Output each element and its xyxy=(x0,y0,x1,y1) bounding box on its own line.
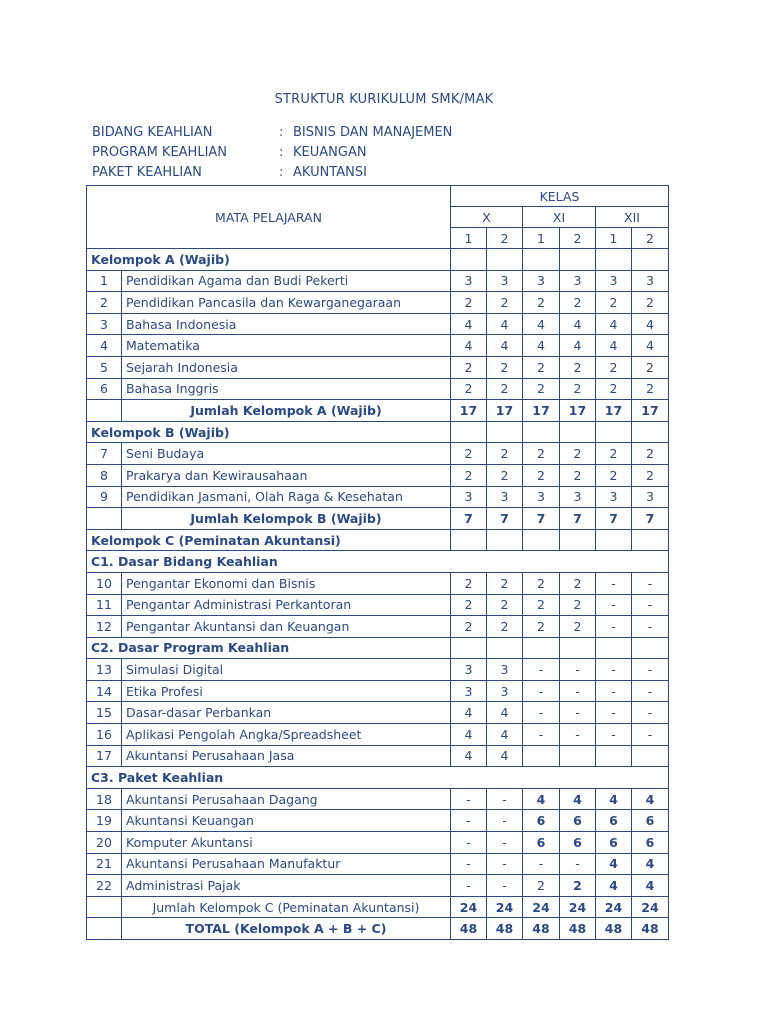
hours-cell: - xyxy=(596,724,632,746)
empty-cell xyxy=(451,529,487,551)
hours-cell: - xyxy=(632,724,669,746)
hours-cell: - xyxy=(523,724,560,746)
subject-name: Pendidikan Agama dan Budi Pekerti xyxy=(122,270,451,292)
hours-cell: 2 xyxy=(632,443,669,465)
hours-cell: 2 xyxy=(523,875,560,897)
total-cell: 24 xyxy=(560,896,596,918)
hours-cell: 6 xyxy=(560,810,596,832)
curriculum-table xyxy=(86,185,669,940)
hours-cell: - xyxy=(523,680,560,702)
empty-cell xyxy=(451,637,487,659)
hours-cell: 3 xyxy=(451,270,487,292)
hours-cell: 2 xyxy=(451,292,487,314)
subject-row xyxy=(87,810,669,832)
meta-colon: : xyxy=(279,164,284,180)
hours-cell: 6 xyxy=(632,810,669,832)
meta-colon: : xyxy=(279,124,284,140)
hours-cell: 2 xyxy=(560,356,596,378)
empty-cell xyxy=(560,637,596,659)
group-label: Kelompok C (Peminatan Akuntansi) xyxy=(87,529,451,551)
header-grade: XI xyxy=(523,207,596,228)
hours-cell: 4 xyxy=(451,313,487,335)
subject-number: 8 xyxy=(87,464,122,486)
subject-number: 1 xyxy=(87,270,122,292)
subject-name: Pendidikan Pancasila dan Kewarganegaraan xyxy=(122,292,451,314)
hours-cell: 2 xyxy=(523,292,560,314)
total-cell: 48 xyxy=(523,918,560,940)
hours-cell: 2 xyxy=(487,616,523,638)
hours-cell: 2 xyxy=(523,356,560,378)
empty-cell xyxy=(87,508,122,530)
empty-cell xyxy=(560,421,596,443)
hours-cell: 2 xyxy=(560,292,596,314)
meta-value: BISNIS DAN MANAJEMEN xyxy=(293,124,453,140)
hours-cell: - xyxy=(560,724,596,746)
subject-row xyxy=(87,356,669,378)
empty-cell xyxy=(87,918,122,940)
hours-cell xyxy=(523,745,560,767)
total-row-b xyxy=(87,508,669,530)
subject-name: Sejarah Indonesia xyxy=(122,356,451,378)
total-cell: 17 xyxy=(451,400,487,422)
empty-cell xyxy=(632,529,669,551)
total-cell: 48 xyxy=(487,918,523,940)
empty-cell xyxy=(596,529,632,551)
hours-cell: 4 xyxy=(632,313,669,335)
hours-cell: 4 xyxy=(560,313,596,335)
hours-cell: 4 xyxy=(523,313,560,335)
subject-row xyxy=(87,292,669,314)
total-cell: 7 xyxy=(596,508,632,530)
total-label: TOTAL (Kelompok A + B + C) xyxy=(122,918,451,940)
hours-cell: 2 xyxy=(451,594,487,616)
subject-name: Simulasi Digital xyxy=(122,659,451,681)
meta-row-paket xyxy=(92,162,452,182)
hours-cell: 4 xyxy=(451,702,487,724)
total-cell: 7 xyxy=(560,508,596,530)
hours-cell: 4 xyxy=(487,335,523,357)
hours-cell: 3 xyxy=(596,486,632,508)
hours-cell: 3 xyxy=(632,486,669,508)
header-semester: 1 xyxy=(523,228,560,249)
subject-name: Pengantar Ekonomi dan Bisnis xyxy=(122,572,451,594)
hours-cell: 4 xyxy=(523,335,560,357)
meta-value: KEUANGAN xyxy=(293,144,367,160)
hours-cell: 2 xyxy=(632,356,669,378)
empty-cell xyxy=(560,249,596,271)
total-cell: 24 xyxy=(596,896,632,918)
hours-cell: 4 xyxy=(596,875,632,897)
subject-number: 22 xyxy=(87,875,122,897)
hours-cell: 2 xyxy=(632,378,669,400)
subject-row xyxy=(87,702,669,724)
hours-cell: 4 xyxy=(632,788,669,810)
hours-cell: 4 xyxy=(632,875,669,897)
hours-cell: 2 xyxy=(451,464,487,486)
hours-cell: - xyxy=(596,702,632,724)
subject-name: Bahasa Inggris xyxy=(122,378,451,400)
hours-cell: - xyxy=(487,788,523,810)
subject-name: Pendidikan Jasmani, Olah Raga & Kesehatan xyxy=(122,486,451,508)
header-row-kelas xyxy=(87,186,669,207)
subject-row xyxy=(87,313,669,335)
empty-cell xyxy=(487,637,523,659)
hours-cell: 4 xyxy=(487,745,523,767)
hours-cell: - xyxy=(523,702,560,724)
subject-number: 19 xyxy=(87,810,122,832)
hours-cell: 2 xyxy=(596,292,632,314)
hours-cell: 3 xyxy=(451,659,487,681)
meta-label: PAKET KEAHLIAN xyxy=(92,164,202,180)
hours-cell: 2 xyxy=(487,356,523,378)
subject-row xyxy=(87,659,669,681)
subject-row xyxy=(87,464,669,486)
subject-name: Akuntansi Perusahaan Manufaktur xyxy=(122,853,451,875)
hours-cell: - xyxy=(451,875,487,897)
hours-cell: 2 xyxy=(451,378,487,400)
subject-name: Administrasi Pajak xyxy=(122,875,451,897)
hours-cell: 3 xyxy=(451,680,487,702)
subgroup-row-c1 xyxy=(87,551,669,573)
meta-row-program xyxy=(92,142,452,162)
group-row-a xyxy=(87,249,669,271)
empty-cell xyxy=(632,421,669,443)
subject-row xyxy=(87,832,669,854)
hours-cell: - xyxy=(632,572,669,594)
group-row-c xyxy=(87,529,669,551)
hours-cell: - xyxy=(632,680,669,702)
hours-cell: 3 xyxy=(487,486,523,508)
subject-number: 12 xyxy=(87,616,122,638)
subject-number: 6 xyxy=(87,378,122,400)
hours-cell: 2 xyxy=(523,378,560,400)
hours-cell: 2 xyxy=(451,616,487,638)
hours-cell: 4 xyxy=(560,335,596,357)
subject-number: 18 xyxy=(87,788,122,810)
empty-cell xyxy=(523,421,560,443)
hours-cell: 4 xyxy=(596,313,632,335)
subject-name: Akuntansi Perusahaan Jasa xyxy=(122,745,451,767)
subject-number: 2 xyxy=(87,292,122,314)
hours-cell: 2 xyxy=(523,616,560,638)
subject-name: Seni Budaya xyxy=(122,443,451,465)
total-cell: 7 xyxy=(632,508,669,530)
total-cell: 48 xyxy=(451,918,487,940)
subject-row xyxy=(87,378,669,400)
subject-number: 16 xyxy=(87,724,122,746)
hours-cell: - xyxy=(451,788,487,810)
empty-cell xyxy=(487,529,523,551)
subject-number: 13 xyxy=(87,659,122,681)
hours-cell: - xyxy=(487,853,523,875)
empty-cell xyxy=(451,249,487,271)
hours-cell: - xyxy=(523,853,560,875)
hours-cell: 2 xyxy=(560,443,596,465)
hours-cell: - xyxy=(451,810,487,832)
total-label: Jumlah Kelompok A (Wajib) xyxy=(122,400,451,422)
hours-cell: - xyxy=(487,875,523,897)
subject-row xyxy=(87,724,669,746)
hours-cell: 4 xyxy=(451,724,487,746)
group-label: Kelompok A (Wajib) xyxy=(87,249,451,271)
total-cell: 24 xyxy=(632,896,669,918)
total-cell: 7 xyxy=(451,508,487,530)
hours-cell: 2 xyxy=(451,443,487,465)
hours-cell: 4 xyxy=(451,335,487,357)
subject-row xyxy=(87,335,669,357)
total-cell: 24 xyxy=(487,896,523,918)
subject-name: Etika Profesi xyxy=(122,680,451,702)
meta-label: PROGRAM KEAHLIAN xyxy=(92,144,228,160)
hours-cell: 3 xyxy=(523,270,560,292)
header-kelas: KELAS xyxy=(451,186,669,207)
total-cell: 24 xyxy=(451,896,487,918)
hours-cell: - xyxy=(632,594,669,616)
total-cell: 17 xyxy=(487,400,523,422)
subject-number: 14 xyxy=(87,680,122,702)
hours-cell: - xyxy=(632,702,669,724)
subject-number: 20 xyxy=(87,832,122,854)
hours-cell: 2 xyxy=(596,356,632,378)
hours-cell: 4 xyxy=(632,335,669,357)
empty-cell xyxy=(632,637,669,659)
hours-cell: 4 xyxy=(596,335,632,357)
hours-cell: - xyxy=(596,659,632,681)
subject-row xyxy=(87,853,669,875)
hours-cell: 2 xyxy=(451,356,487,378)
header-semester: 2 xyxy=(560,228,596,249)
subject-name: Akuntansi Keuangan xyxy=(122,810,451,832)
hours-cell: 2 xyxy=(451,572,487,594)
subject-row xyxy=(87,788,669,810)
hours-cell: 4 xyxy=(487,724,523,746)
subject-name: Aplikasi Pengolah Angka/Spreadsheet xyxy=(122,724,451,746)
total-cell: 48 xyxy=(560,918,596,940)
empty-cell xyxy=(487,249,523,271)
total-cell: 17 xyxy=(560,400,596,422)
subject-name: Prakarya dan Kewirausahaan xyxy=(122,464,451,486)
hours-cell: 2 xyxy=(487,292,523,314)
subject-name: Matematika xyxy=(122,335,451,357)
hours-cell: 2 xyxy=(632,292,669,314)
table-body xyxy=(87,186,669,940)
subject-number: 17 xyxy=(87,745,122,767)
hours-cell: 4 xyxy=(451,745,487,767)
empty-cell xyxy=(451,421,487,443)
hours-cell: 6 xyxy=(596,832,632,854)
subject-number: 9 xyxy=(87,486,122,508)
subject-name: Pengantar Administrasi Perkantoran xyxy=(122,594,451,616)
hours-cell: - xyxy=(523,659,560,681)
page-title: STRUKTUR KURIKULUM SMK/MAK xyxy=(274,92,494,107)
empty-cell xyxy=(523,637,560,659)
total-cell: 48 xyxy=(632,918,669,940)
subject-name: Dasar-dasar Perbankan xyxy=(122,702,451,724)
subject-number: 7 xyxy=(87,443,122,465)
hours-cell: - xyxy=(560,853,596,875)
hours-cell: 2 xyxy=(560,378,596,400)
hours-cell: 2 xyxy=(487,464,523,486)
empty-cell xyxy=(87,400,122,422)
header-semester: 1 xyxy=(596,228,632,249)
total-cell: 7 xyxy=(487,508,523,530)
hours-cell: 4 xyxy=(487,313,523,335)
subject-name: Komputer Akuntansi xyxy=(122,832,451,854)
group-label: C3. Paket Keahlian xyxy=(87,767,669,789)
hours-cell: 4 xyxy=(596,853,632,875)
hours-cell: 3 xyxy=(560,270,596,292)
hours-cell: 3 xyxy=(523,486,560,508)
hours-cell: - xyxy=(451,832,487,854)
hours-cell: 2 xyxy=(487,572,523,594)
hours-cell: 4 xyxy=(487,702,523,724)
hours-cell: 4 xyxy=(632,853,669,875)
hours-cell: 2 xyxy=(523,443,560,465)
hours-cell: 2 xyxy=(560,875,596,897)
hours-cell: - xyxy=(487,810,523,832)
hours-cell: 4 xyxy=(560,788,596,810)
hours-cell xyxy=(560,745,596,767)
subject-number: 5 xyxy=(87,356,122,378)
subject-row xyxy=(87,443,669,465)
empty-cell xyxy=(523,249,560,271)
subgroup-row-c3 xyxy=(87,767,669,789)
subject-row xyxy=(87,572,669,594)
meta-row-bidang xyxy=(92,122,452,142)
hours-cell: 2 xyxy=(560,616,596,638)
hours-cell: 2 xyxy=(596,378,632,400)
total-cell: 24 xyxy=(523,896,560,918)
hours-cell: 2 xyxy=(596,464,632,486)
hours-cell: - xyxy=(632,659,669,681)
empty-cell xyxy=(523,529,560,551)
hours-cell: 3 xyxy=(451,486,487,508)
empty-cell xyxy=(596,421,632,443)
hours-cell: 6 xyxy=(596,810,632,832)
subgroup-row-c2 xyxy=(87,637,669,659)
header-semester: 2 xyxy=(487,228,523,249)
hours-cell: - xyxy=(487,832,523,854)
header-semester: 1 xyxy=(451,228,487,249)
group-label: Kelompok B (Wajib) xyxy=(87,421,451,443)
hours-cell: - xyxy=(560,659,596,681)
hours-cell: 2 xyxy=(487,594,523,616)
hours-cell: - xyxy=(451,853,487,875)
hours-cell: 2 xyxy=(523,464,560,486)
hours-cell: 4 xyxy=(596,788,632,810)
hours-cell: 3 xyxy=(632,270,669,292)
subject-row xyxy=(87,594,669,616)
total-cell: 17 xyxy=(523,400,560,422)
hours-cell: - xyxy=(560,702,596,724)
empty-cell xyxy=(487,421,523,443)
subject-name: Pengantar Akuntansi dan Keuangan xyxy=(122,616,451,638)
hours-cell: 3 xyxy=(560,486,596,508)
empty-cell xyxy=(596,637,632,659)
hours-cell: 2 xyxy=(560,594,596,616)
hours-cell: 2 xyxy=(596,443,632,465)
subject-number: 3 xyxy=(87,313,122,335)
hours-cell: 2 xyxy=(632,464,669,486)
subject-number: 15 xyxy=(87,702,122,724)
subject-name: Akuntansi Perusahaan Dagang xyxy=(122,788,451,810)
total-label: Jumlah Kelompok C (Peminatan Akuntansi) xyxy=(122,896,451,918)
empty-cell xyxy=(87,896,122,918)
empty-cell xyxy=(632,249,669,271)
header-grade: XII xyxy=(596,207,669,228)
subject-row xyxy=(87,745,669,767)
hours-cell: - xyxy=(596,572,632,594)
subject-row xyxy=(87,875,669,897)
grand-total-row xyxy=(87,918,669,940)
hours-cell: 6 xyxy=(523,832,560,854)
subject-number: 11 xyxy=(87,594,122,616)
subject-number: 21 xyxy=(87,853,122,875)
group-label: C2. Dasar Program Keahlian xyxy=(87,637,451,659)
subject-row xyxy=(87,270,669,292)
hours-cell: 3 xyxy=(596,270,632,292)
header-mata-pelajaran: MATA PELAJARAN xyxy=(87,186,451,249)
hours-cell: - xyxy=(632,616,669,638)
hours-cell: 2 xyxy=(487,443,523,465)
hours-cell: 6 xyxy=(523,810,560,832)
hours-cell: 2 xyxy=(560,464,596,486)
hours-cell: - xyxy=(596,616,632,638)
meta-label: BIDANG KEAHLIAN xyxy=(92,124,213,140)
hours-cell: - xyxy=(560,680,596,702)
hours-cell: 3 xyxy=(487,270,523,292)
subject-name: Bahasa Indonesia xyxy=(122,313,451,335)
meta-value: AKUNTANSI xyxy=(293,164,367,180)
hours-cell: 6 xyxy=(560,832,596,854)
hours-cell: 2 xyxy=(523,572,560,594)
header-grade: X xyxy=(451,207,523,228)
subject-row xyxy=(87,616,669,638)
program-info xyxy=(92,122,452,182)
hours-cell xyxy=(596,745,632,767)
total-row-c xyxy=(87,896,669,918)
empty-cell xyxy=(596,249,632,271)
meta-colon: : xyxy=(279,144,284,160)
total-row-a xyxy=(87,400,669,422)
total-cell: 48 xyxy=(596,918,632,940)
hours-cell: 6 xyxy=(632,832,669,854)
total-cell: 7 xyxy=(523,508,560,530)
hours-cell: - xyxy=(596,680,632,702)
hours-cell xyxy=(632,745,669,767)
group-label: C1. Dasar Bidang Keahlian xyxy=(87,551,669,573)
hours-cell: 2 xyxy=(487,378,523,400)
hours-cell: 2 xyxy=(560,572,596,594)
total-label: Jumlah Kelompok B (Wajib) xyxy=(122,508,451,530)
empty-cell xyxy=(560,529,596,551)
header-semester: 2 xyxy=(632,228,669,249)
group-row-b xyxy=(87,421,669,443)
subject-number: 10 xyxy=(87,572,122,594)
total-cell: 17 xyxy=(596,400,632,422)
subject-row xyxy=(87,680,669,702)
hours-cell: 3 xyxy=(487,659,523,681)
hours-cell: - xyxy=(596,594,632,616)
hours-cell: 2 xyxy=(523,594,560,616)
total-cell: 17 xyxy=(632,400,669,422)
subject-row xyxy=(87,486,669,508)
hours-cell: 4 xyxy=(523,788,560,810)
subject-number: 4 xyxy=(87,335,122,357)
hours-cell: 3 xyxy=(487,680,523,702)
